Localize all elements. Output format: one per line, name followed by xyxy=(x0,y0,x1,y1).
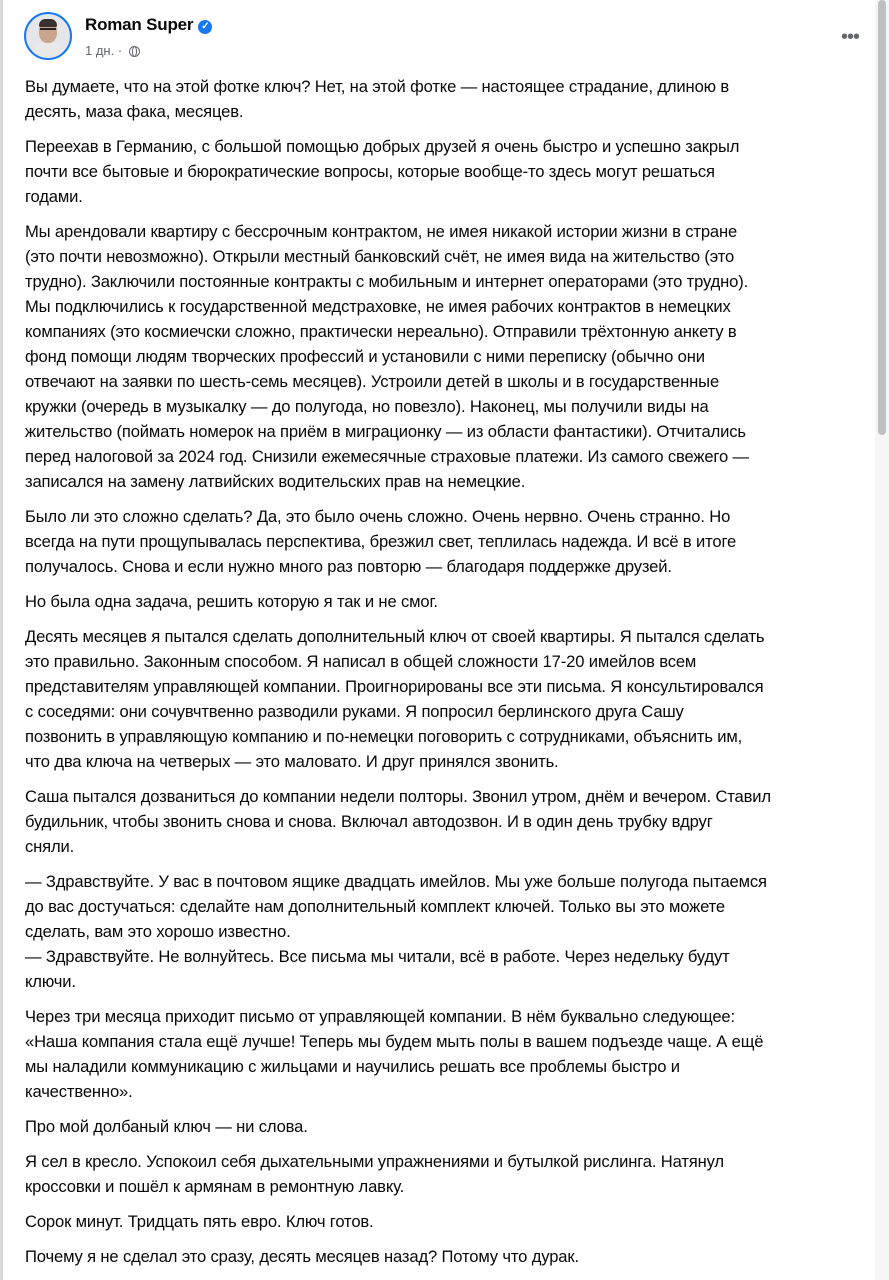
paragraph-line: Почему я не сделал это сразу, десять месяцев назад? Потому что дурак. xyxy=(25,1247,579,1266)
author-name[interactable]: Roman Super xyxy=(85,15,194,34)
paragraph-line: Было ли это сложно сделать? Да, это было очень сложно. Очень нервно. Очень странно. Но xyxy=(25,507,731,526)
paragraph-line: компаниях (это космиечски сложно, практически нереально). Отправили трёхтонную анкету в xyxy=(25,322,737,341)
paragraph-line: всегда на пути прощупывалась перспектива, брезжил свет, теплилась надежда. И всё в итоге xyxy=(25,532,737,551)
post-text xyxy=(25,74,875,1279)
paragraph-line: почти все бытовые и бюрократические вопросы, которые вообще-то здесь могут решаться xyxy=(25,162,715,181)
paragraph-line: трудно). Заключили постоянные контракты с мобильным и интернет операторами (это трудно). xyxy=(25,272,749,291)
paragraph-line: годами. xyxy=(25,187,83,206)
paragraph-line: получалось. Снова и если нужно много раз повторю — благодаря поддержке друзей. xyxy=(25,557,672,576)
avatar-hair xyxy=(39,19,57,27)
more-options-button[interactable]: ••• xyxy=(841,26,860,48)
paragraph-line: кружки (очередь в музыкалку — до полугода, но повезло). Наконец, мы получили виды на xyxy=(25,397,709,416)
author-name-row xyxy=(85,15,212,35)
paragraph-line: это правильно. Законным способом. Я написал в общей сложности 17-20 имейлов всем xyxy=(25,652,697,671)
paragraph-line: что два ключа на четверых — это маловато. И друг принялся звонить. xyxy=(25,752,559,771)
post-meta xyxy=(85,43,140,58)
paragraph-line: позвонить в управляющую компанию и по-немецки поговорить с сотрудниками, объяснить им, xyxy=(25,727,743,746)
paragraph-line: представителям управляющей компании. Проигнорированы все эти письма. Я консультировался xyxy=(25,677,764,696)
paragraph-line: отвечают на заявки по шесть-семь месяцев). Устроили детей в школы и в государственные xyxy=(25,372,720,391)
paragraph-line: жительство (поймать номерок на приём в миграционку — из области фантастики). Отчитались xyxy=(25,422,746,441)
paragraph-line: Через три месяца приходит письмо от управляющей компании. В нём буквально следующее: xyxy=(25,1007,735,1026)
paragraph-line: с соседями: они сочувчтвенно разводили руками. Я попросил берлинского друга Сашу xyxy=(25,702,684,721)
post-paragraph xyxy=(25,504,875,579)
post-paragraph xyxy=(25,784,875,859)
paragraph-line: Десять месяцев я пытался сделать дополнительный ключ от своей квартиры. Я пытался сделать xyxy=(25,627,765,646)
post-paragraph xyxy=(25,1114,875,1139)
paragraph-line: сняли. xyxy=(25,837,75,856)
post-paragraph xyxy=(25,1004,875,1104)
paragraph-line: сделать, вам это хорошо известно. xyxy=(25,922,291,941)
verified-badge-icon: ✓ xyxy=(198,20,212,34)
paragraph-line: — Здравствуйте. У вас в почтовом ящике двадцать имейлов. Мы уже больше полугода пытаемся xyxy=(25,872,767,891)
post-paragraph xyxy=(25,74,875,124)
paragraph-line: Про мой долбаный ключ — ни слова. xyxy=(25,1117,308,1136)
scrollbar-thumb[interactable] xyxy=(878,0,886,435)
paragraph-line: (это почти невозможно). Открыли местный банковский счёт, не имея вида на жительство (это xyxy=(25,247,735,266)
paragraph-line: Мы арендовали квартиру с бессрочным контрактом, не имея никакой истории жизни в стране xyxy=(25,222,738,241)
paragraph-line: фонд помощи людям творческих профессий и установили с ними переписку (обычно они xyxy=(25,347,705,366)
post-paragraph xyxy=(25,1149,875,1199)
paragraph-line: «Наша компания стала ещё лучше! Теперь мы будем мыть полы в вашем подъезде чаще. А ещё xyxy=(25,1032,764,1051)
post-paragraph xyxy=(25,219,875,494)
avatar-glasses xyxy=(40,28,56,34)
post-paragraph xyxy=(25,624,875,774)
post-paragraph xyxy=(25,589,875,614)
paragraph-line: ключи. xyxy=(25,972,76,991)
paragraph-line: десять, маза фака, месяцев. xyxy=(25,102,244,121)
post-paragraph xyxy=(25,1244,875,1269)
paragraph-line: Переехав в Германию, с большой помощью добрых друзей я очень быстро и успешно закрыл xyxy=(25,137,740,156)
paragraph-line: Саша пытался дозваниться до компании недели полторы. Звонил утром, днём и вечером. Ставил xyxy=(25,787,771,806)
paragraph-line: будильник, чтобы звонить снова и снова. Включал автодозвон. И в один день трубку вдруг xyxy=(25,812,713,831)
post-paragraph xyxy=(25,869,875,994)
post-time[interactable]: 1 дн. xyxy=(85,43,115,58)
paragraph-line: — Здравствуйте. Не волнуйтесь. Все письма мы читали, всё в работе. Через недельку будут xyxy=(25,947,730,966)
paragraph-line: Вы думаете, что на этой фотке ключ? Нет, на этой фотке — настоящее страдание, длиною в xyxy=(25,77,730,96)
paragraph-line: Мы подключились к государственной медстраховке, не имея рабочих контрактов в немецких xyxy=(25,297,731,316)
paragraph-line: кроссовки и пошёл к армянам в ремонтную лавку. xyxy=(25,1177,405,1196)
paragraph-line: мы наладили коммуникацию с жильцами и научились решать все проблемы быстро и xyxy=(25,1057,680,1076)
author-avatar[interactable] xyxy=(24,12,72,60)
paragraph-line: Я сел в кресло. Успокоил себя дыхательными упражнениями и бутылкой рислинга. Натянул xyxy=(25,1152,724,1171)
paragraph-line: качественно». xyxy=(25,1082,133,1101)
paragraph-line: Но была одна задача, решить которую я так и не смог. xyxy=(25,592,438,611)
paragraph-line: перед налоговой за 2024 год. Снизили ежемесячные страховые платежи. Из самого свежего — xyxy=(25,447,749,466)
meta-separator: · xyxy=(117,43,123,58)
paragraph-line: Сорок минут. Тридцать пять евро. Ключ готов. xyxy=(25,1212,374,1231)
scrollbar[interactable] xyxy=(875,0,889,1280)
post-paragraph xyxy=(25,1209,875,1234)
globe-icon xyxy=(129,46,140,57)
paragraph-line: записался на замену латвийских водительских прав на немецкие. xyxy=(25,472,526,491)
avatar-body xyxy=(32,43,64,60)
paragraph-line: до вас достучаться: сделайте нам дополнительный комплект ключей. Только вы это можете xyxy=(25,897,725,916)
post-paragraph xyxy=(25,134,875,209)
